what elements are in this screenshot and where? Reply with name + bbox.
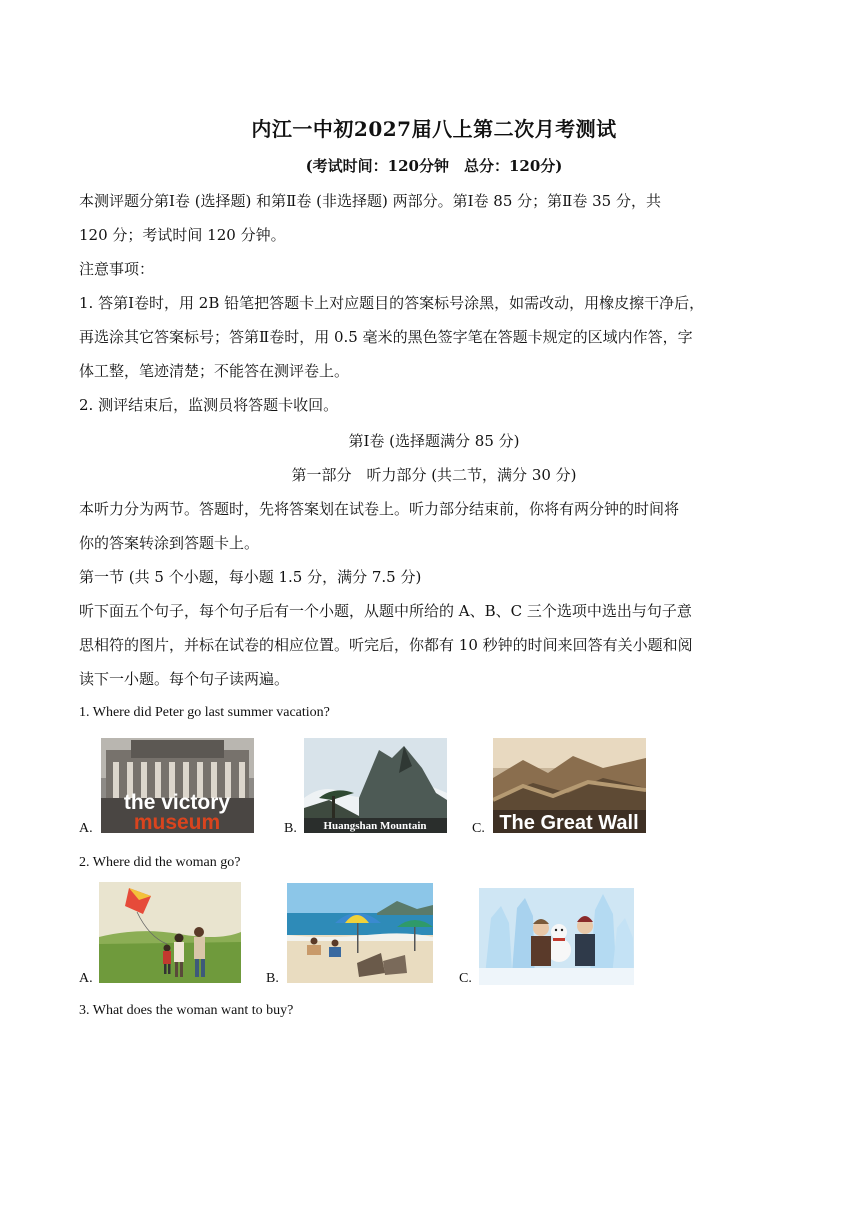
notes-item-1-line: 再选涂其它答案标号；答第Ⅱ卷时，用 0.5 毫米的黑色签字笔在答题卡规定的区域内作答，字 [79, 328, 693, 346]
q1-option-c-image[interactable] [493, 738, 646, 833]
volume-heading: 第Ⅰ卷 (选择题满分 85 分) [348, 432, 520, 450]
q1-option-b-image[interactable] [304, 738, 447, 833]
sub-instr-line: 读下一小题。每个句子读两遍。 [79, 670, 290, 688]
question-3-text: 3. What does the woman want to buy? [79, 1003, 294, 1018]
sub-heading: 第一节 (共 5 个小题，每小题 1.5 分，满分 7.5 分) [79, 568, 422, 586]
intro-paragraph [79, 184, 791, 252]
q2-option-b-image[interactable] [287, 883, 433, 983]
q1-option-a-image[interactable] [101, 738, 254, 833]
q2-option-b-label: B. [266, 971, 279, 986]
q2-option-a-label: A. [79, 971, 93, 986]
q1-b-caption: Huangshan Mountain [323, 820, 427, 832]
q1-option-a-label: A. [79, 821, 93, 836]
notes-item-1-line: 体工整，笔迹清楚；不能答在测评卷上。 [79, 362, 350, 380]
q1-a-caption-bottom: museum [133, 811, 221, 833]
q2-option-c-label: C. [459, 971, 472, 986]
q2-option-a-image[interactable] [99, 882, 241, 983]
instr-line: 本听力分为两节。答题时，先将答案划在试卷上。听力部分结束前，你将有两分钟的时间将 [79, 500, 680, 518]
part-heading: 第一部分 听力部分 (共二节，满分 30 分) [291, 466, 577, 484]
intro-line: 本测评题分第Ⅰ卷 (选择题) 和第Ⅱ卷 (非选择题) 两部分。第Ⅰ卷 85 分；第Ⅱ卷 35 分，共 [79, 192, 661, 210]
q1-option-b-label: B. [284, 821, 297, 836]
q2-option-c-image[interactable] [479, 888, 634, 985]
notes-item-1-line: 1. 答第Ⅰ卷时，用 2B 铅笔把答题卡上对应题目的答案标号涂黑，如需改动，用橡皮擦干净后， [79, 294, 705, 312]
notes-item-2: 2. 测评结束后，监测员将答题卡收回。 [79, 396, 339, 414]
q1-c-caption: The Great Wall [499, 812, 639, 833]
q1-a-caption-top: the victory [123, 791, 231, 814]
question-2-text: 2. Where did the woman go? [79, 855, 241, 870]
sub-instr-line: 听下面五个句子，每个句子后有一个小题，从题中所给的 A、B、C 三个选项中选出与句子意 [79, 602, 692, 620]
instr-line: 你的答案转涂到答题卡上。 [79, 534, 260, 552]
listening-instructions [79, 492, 791, 696]
question-1-text: 1. Where did Peter go last summer vacation? [79, 705, 330, 720]
sub-instr-line: 思相符的图片，并标在试卷的相应位置。听完后，你都有 10 秒钟的时间来回答有关小题和阅 [79, 636, 693, 654]
exam-subtitle: (考试时间：120分钟 总分：120分) [305, 157, 563, 175]
exam-title: 内江一中初2027届八上第二次月考测试 [251, 117, 617, 141]
q1-option-c-label: C. [472, 821, 485, 836]
intro-line: 120 分；考试时间 120 分钟。 [79, 226, 286, 244]
notes-section [79, 252, 791, 422]
notes-heading: 注意事项： [79, 260, 155, 278]
